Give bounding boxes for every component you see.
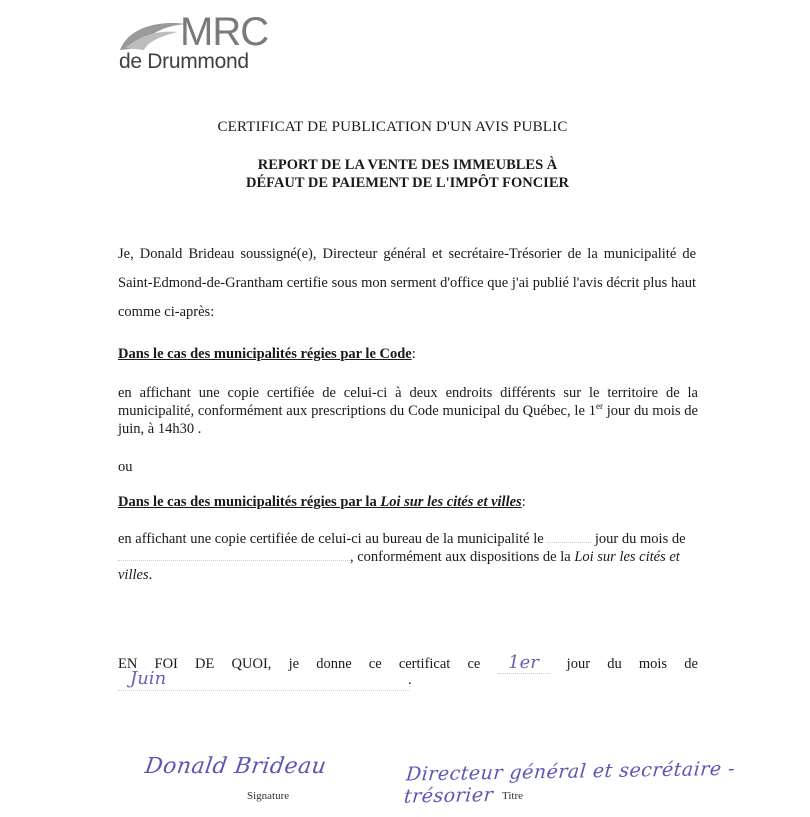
handwritten-signature: Donald Brideau: [143, 754, 329, 779]
logo-subtitle: de Drummond: [119, 50, 249, 73]
foi-word: EN: [118, 656, 138, 672]
attestation-end: .: [408, 672, 412, 688]
section-code-text-a: en affichant une copie certifiée de celui-ci à deux endroits différents sur le territoire de la municipalité, conformément aux prescriptions du Code municipal du Québec, le 1: [118, 385, 698, 419]
foi-word: QUOI,: [231, 656, 272, 672]
section-villes-text-1: en affichant une copie certifiée de celui-ci au bureau de la municipalité le: [118, 531, 544, 547]
foi-word: donne: [316, 656, 352, 672]
section-villes-law-italic: Loi sur les cités et villes: [118, 549, 680, 583]
certificate-subtitle: [0, 156, 810, 192]
handwritten-title: Directeur général et secrétaire - trésorier: [403, 757, 737, 808]
title-label: Titre: [502, 790, 523, 802]
section-villes-heading-prefix: Dans le cas des municipalités régies par la: [118, 494, 381, 510]
foi-word: de: [684, 656, 698, 672]
handwritten-month: Juin: [130, 668, 167, 689]
section-villes-heading-text: [118, 494, 522, 510]
logo-brand: MRC: [180, 10, 269, 54]
foi-word: ce: [467, 656, 481, 672]
section-villes-heading-colon: :: [521, 494, 526, 510]
foi-word: DE: [195, 656, 215, 672]
section-code-text-b: jour du mois de juin, à 14h30 .: [118, 403, 698, 437]
foi-word: jour: [566, 656, 591, 672]
foi-word: FOI: [154, 656, 178, 672]
section-villes-heading: [118, 494, 526, 511]
foi-word: du: [607, 656, 622, 672]
ou-separator: ou: [118, 459, 133, 475]
foi-word: certificat: [398, 656, 451, 672]
certificate-title: CERTIFICAT DE PUBLICATION D'UN AVIS PUBLIC: [217, 119, 568, 135]
foi-word: mois: [638, 656, 668, 672]
mrc-logo: [118, 12, 298, 74]
month-blank: [118, 548, 350, 561]
intro-paragraph: Je, Donald Brideau soussigné(e), Directeur général et secrétaire-Trésorier de la municipalité de Saint-Edmond-de-Grantham certifie sous mon serment d'office que j'ai publié l'avis décrit plus haut comme ci-après:: [118, 246, 696, 320]
section-code-heading: [118, 346, 416, 363]
section-villes-text-3: , conformément aux dispositions de la: [350, 549, 571, 565]
section-code-sup: er: [595, 401, 603, 412]
section-villes-heading-italic: Loi sur les cités et villes: [380, 494, 522, 510]
subtitle-line-2: DÉFAUT DE PAIEMENT DE L'IMPÔT FONCIER: [246, 175, 569, 191]
month-line: [118, 670, 410, 691]
section-code-body: [118, 384, 698, 438]
subtitle-line-1: REPORT DE LA VENTE DES IMMEUBLES À: [257, 157, 558, 173]
section-villes-body: [118, 530, 698, 584]
day-blank: [547, 530, 591, 543]
section-villes-text-2: jour du mois de: [594, 531, 686, 547]
foi-word: je: [288, 656, 300, 672]
signature-label: Signature: [247, 790, 290, 802]
foi-word: ce: [368, 656, 382, 672]
section-code-heading-colon: :: [411, 346, 416, 362]
logo-arc-icon: [118, 18, 188, 52]
section-code-heading-text: Dans le cas des municipalités régies par le Code: [118, 346, 412, 362]
section-villes-end: .: [148, 567, 153, 583]
handwritten-day: 1er: [498, 652, 550, 674]
